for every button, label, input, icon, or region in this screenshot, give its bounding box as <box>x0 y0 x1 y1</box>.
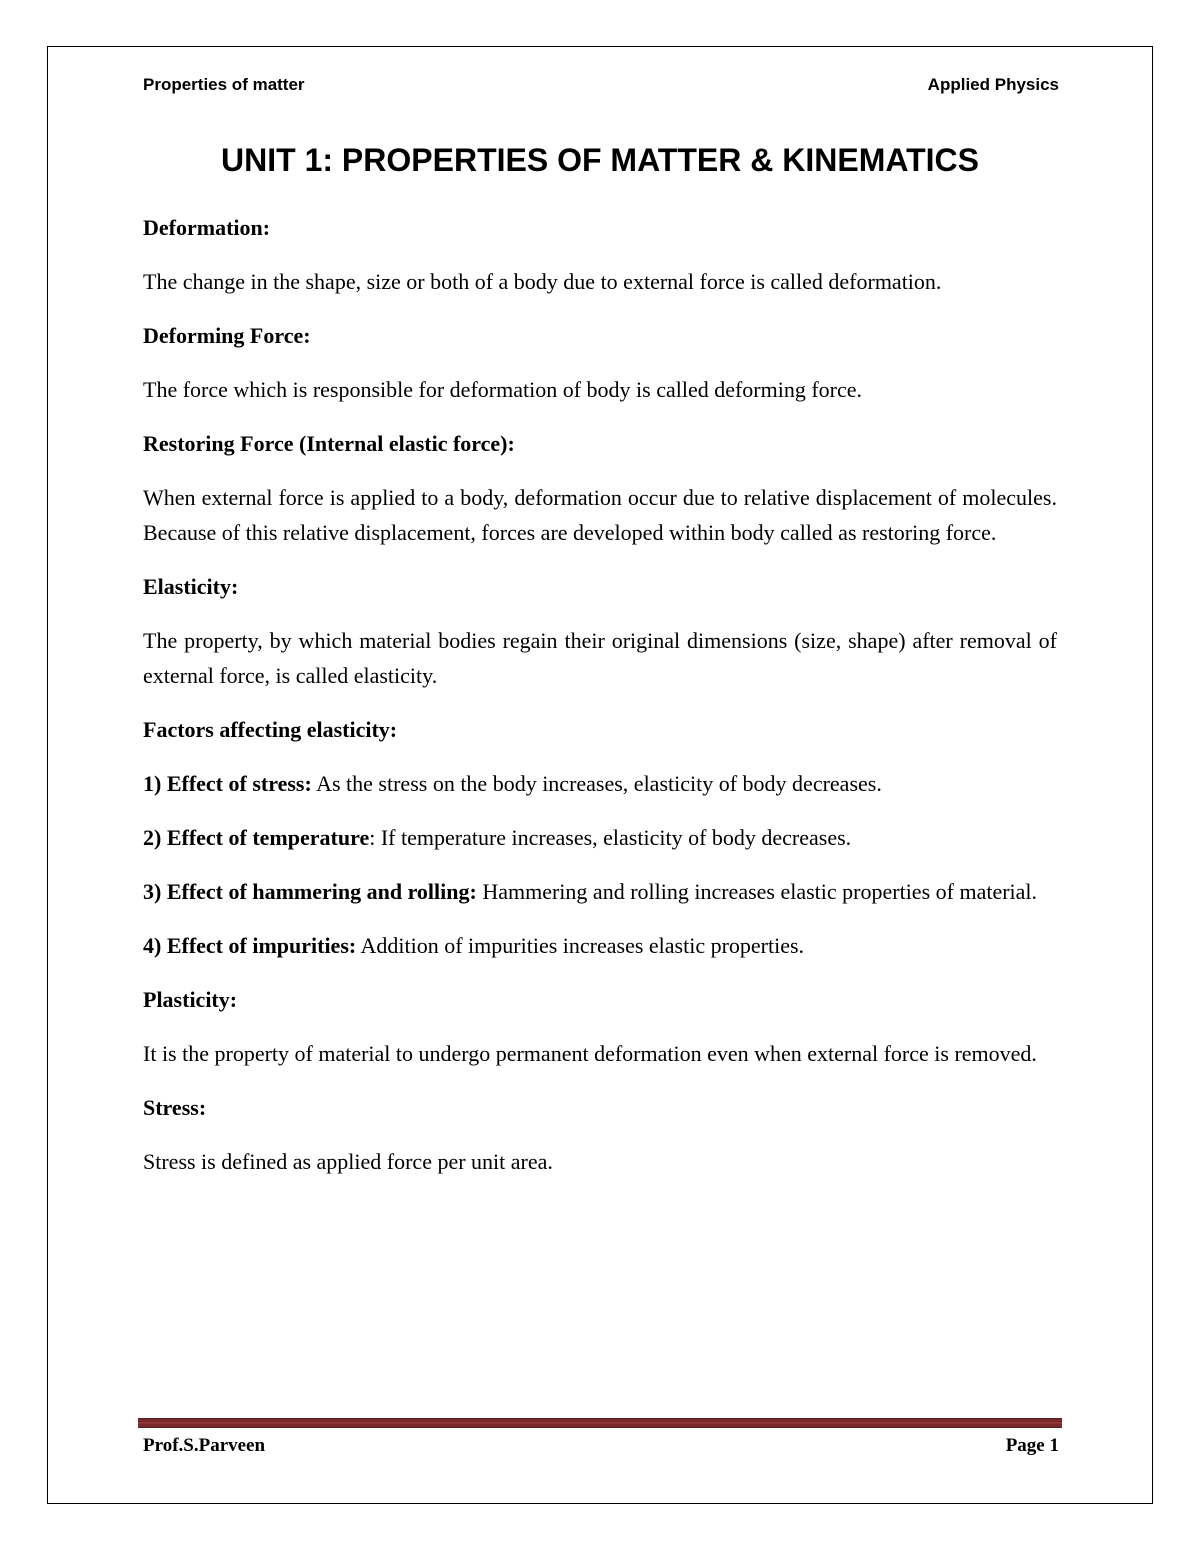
heading-stress: Stress: <box>143 1095 207 1120</box>
text-plasticity: It is the property of material to undergo permanent deformation even when external force is removed. <box>143 1041 1037 1066</box>
page-number: Page 1 <box>1005 1435 1059 1456</box>
document-body <box>143 210 1057 1198</box>
header-left: Properties of matter <box>143 75 305 94</box>
factor-text: As the stress on the body increases, elasticity of body decreases. <box>311 771 882 796</box>
footer-rule <box>138 1418 1062 1428</box>
factor-text: Addition of impurities increases elastic properties. <box>356 933 805 958</box>
factor-label: 4) Effect of impurities: <box>143 933 357 958</box>
text-deformation: The change in the shape, size or both of a body due to external force is called deformation. <box>143 269 942 294</box>
factor-item <box>143 928 1057 963</box>
factor-label: 3) Effect of hammering and rolling: <box>143 879 477 904</box>
factor-text: : If temperature increases, elasticity of body decreases. <box>369 825 852 850</box>
heading-deforming-force: Deforming Force: <box>143 323 311 348</box>
factor-text: Hammering and rolling increases elastic properties of material. <box>476 879 1038 904</box>
factor-item <box>143 874 1057 909</box>
factor-label: 1) Effect of stress: <box>143 771 312 796</box>
heading-factors: Factors affecting elasticity: <box>143 717 398 742</box>
heading-plasticity: Plasticity: <box>143 987 238 1012</box>
text-elasticity: The property, by which material bodies regain their original dimensions (size, shape) after removal of external force, is called elasticity. <box>143 628 1057 688</box>
text-stress: Stress is defined as applied force per unit area. <box>143 1149 553 1174</box>
factor-item <box>143 820 1057 855</box>
text-restoring-force: When external force is applied to a body, deformation occur due to relative displacement of molecules. Because of this relative displacement, forces are developed within body called as restoring force. <box>143 485 1057 545</box>
factor-label: 2) Effect of temperature <box>143 825 370 850</box>
heading-deformation: Deformation: <box>143 215 271 240</box>
text-deforming-force: The force which is responsible for deformation of body is called deforming force. <box>143 377 863 402</box>
heading-restoring-force: Restoring Force (Internal elastic force): <box>143 431 515 456</box>
page-title: UNIT 1: PROPERTIES OF MATTER & KINEMATICS <box>221 142 979 178</box>
heading-elasticity: Elasticity: <box>143 574 239 599</box>
factor-item <box>143 766 1057 801</box>
header-right: Applied Physics <box>927 75 1059 94</box>
footer-author: Prof.S.Parveen <box>143 1435 266 1456</box>
